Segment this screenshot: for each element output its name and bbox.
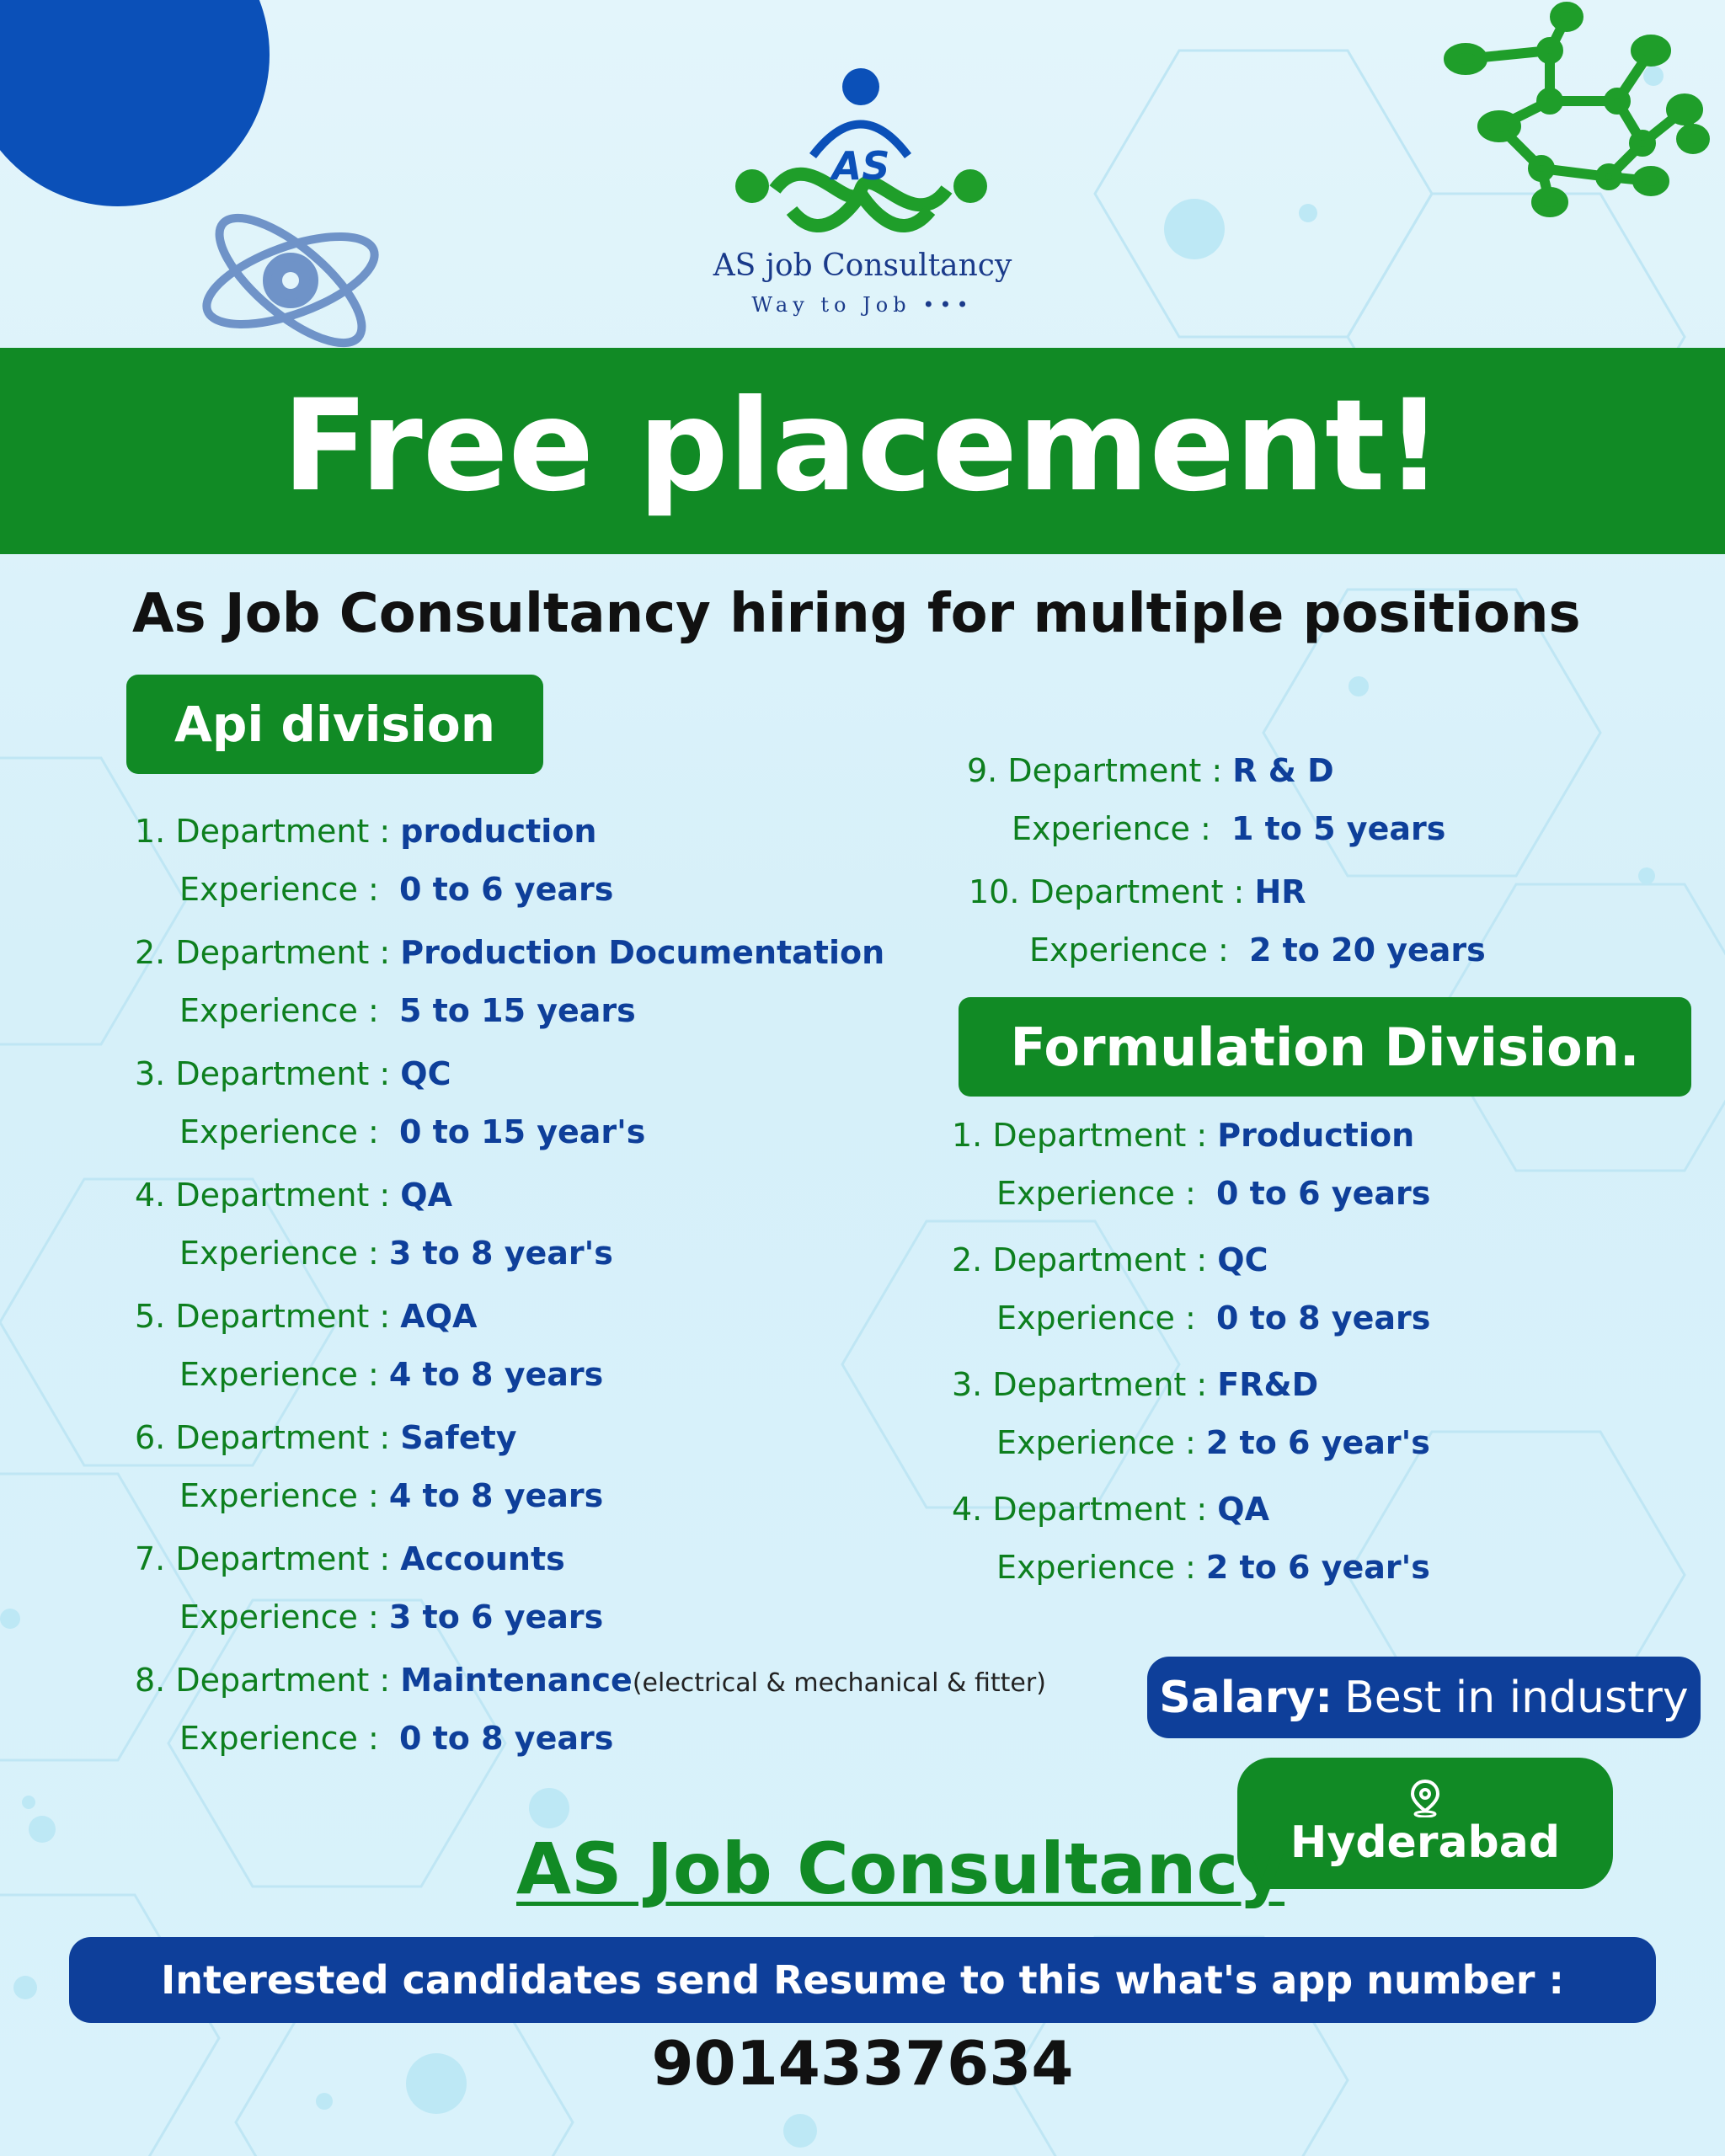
api-item-7-department: 7. Department : Accounts: [135, 1540, 565, 1577]
formulation-item-2-department: 2. Department : QC: [952, 1241, 1268, 1278]
formulation-item-4-department: 4. Department : QA: [952, 1491, 1270, 1528]
location-pin-icon: [1408, 1779, 1442, 1817]
api-item-4-department: 4. Department : QA: [135, 1177, 453, 1214]
formulation-item-1-experience: Experience : 0 to 6 years: [996, 1175, 1431, 1212]
api-item-5-department: 5. Department : AQA: [135, 1298, 478, 1335]
api-item-3-experience: Experience : 0 to 15 year's: [179, 1113, 646, 1150]
location-city: Hyderabad: [1290, 1817, 1561, 1868]
api-item-2-department: 2. Department : Production Documentation: [135, 934, 885, 971]
whatsapp-number[interactable]: 9014337634: [651, 2028, 1074, 2099]
api-item-6-department: 6. Department : Safety: [135, 1419, 517, 1456]
blue-circle-decoration: [0, 0, 270, 206]
api-division-heading: Api division: [126, 675, 543, 774]
brand-tagline: Way to Job •••: [751, 293, 974, 317]
api-item-5-experience: Experience : 4 to 8 years: [179, 1356, 604, 1393]
api-item-6-experience: Experience : 4 to 8 years: [179, 1477, 604, 1514]
hiring-headline: As Job Consultancy hiring for multiple positions: [132, 583, 1581, 645]
maintenance-note: (electrical & mechanical & fitter): [632, 1668, 1046, 1698]
molecule-icon: [1449, 7, 1705, 212]
api-item-9-department: 9. Department : R & D: [967, 752, 1334, 789]
api-item-1-department: 1. Department : production: [135, 813, 597, 850]
footer-brand-name: AS Job Consultancy: [516, 1828, 1285, 1910]
location-badge: [1237, 1758, 1613, 1889]
api-item-4-experience: Experience : 3 to 8 year's: [179, 1235, 613, 1272]
salary-badge: Salary: Best in industry: [1147, 1657, 1701, 1738]
formulation-item-3-department: 3. Department : FR&D: [952, 1366, 1319, 1403]
api-item-8-department: 8. Department : Maintenance(electrical & mechanical & fitter): [135, 1662, 1046, 1699]
api-item-3-department: 3. Department : QC: [135, 1055, 451, 1092]
api-item-9-experience: Experience : 1 to 5 years: [1012, 810, 1446, 847]
api-item-10-department: 10. Department : HR: [969, 873, 1306, 910]
formulation-item-4-experience: Experience : 2 to 6 year's: [996, 1549, 1430, 1586]
logo-monogram: AS: [831, 143, 890, 189]
api-item-2-experience: Experience : 5 to 15 years: [179, 992, 636, 1029]
api-item-1-experience: Experience : 0 to 6 years: [179, 871, 614, 908]
api-item-7-experience: Experience : 3 to 6 years: [179, 1598, 604, 1636]
brand-name: AS job Consultancy: [713, 248, 1012, 283]
banner-title: Free placement!: [281, 373, 1444, 520]
formulation-item-1-department: 1. Department : Production: [952, 1117, 1415, 1154]
formulation-division-heading: Formulation Division.: [959, 997, 1691, 1097]
api-item-10-experience: Experience : 2 to 20 years: [1029, 931, 1486, 969]
formulation-item-2-experience: Experience : 0 to 8 years: [996, 1299, 1431, 1337]
api-item-8-experience: Experience : 0 to 8 years: [179, 1720, 614, 1757]
formulation-item-3-experience: Experience : 2 to 6 year's: [996, 1424, 1430, 1461]
call-to-action-banner: Interested candidates send Resume to this what's app number :: [69, 1937, 1656, 2023]
